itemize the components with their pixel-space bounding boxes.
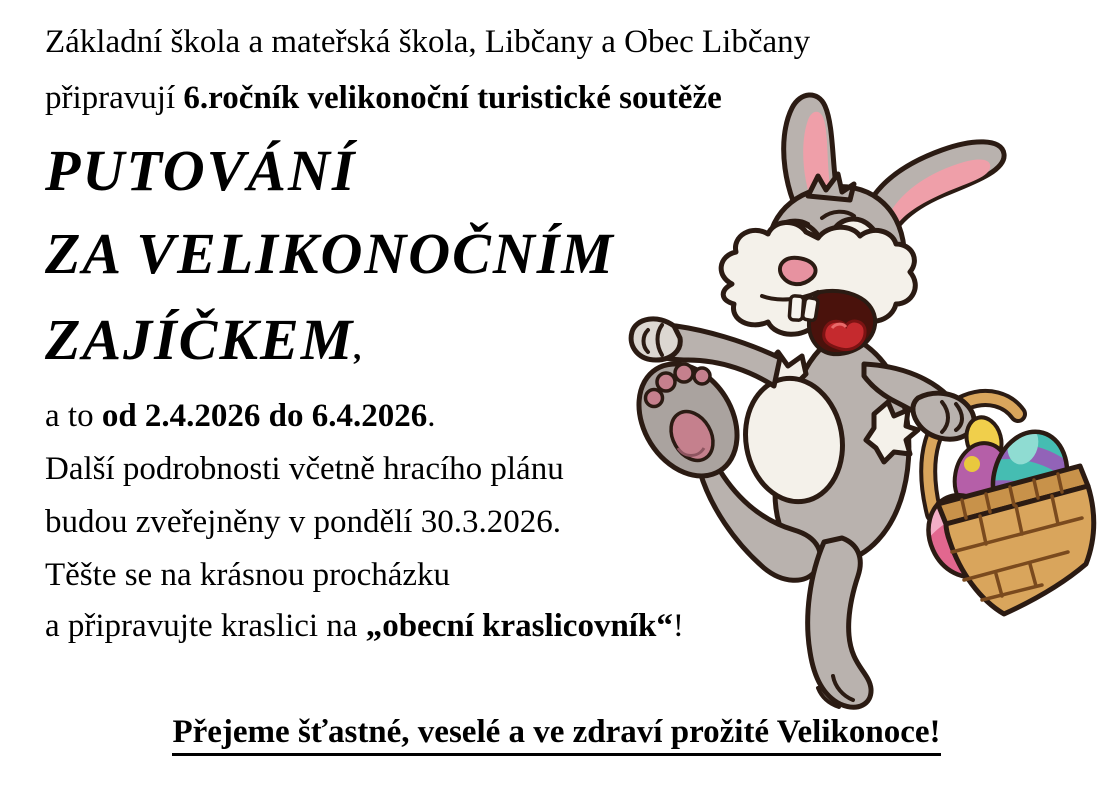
kraslice-prefix: a připravujte kraslici na xyxy=(45,608,366,644)
details-line-2: budou zveřejněny v pondělí 30.3.2026. xyxy=(45,504,561,540)
title-line-3 xyxy=(45,306,363,373)
dates-line xyxy=(45,398,436,435)
organizer-line: Základní škola a mateřská škola, Libčany a Obec Libčany xyxy=(45,24,811,60)
bunny-muzzle xyxy=(721,222,915,354)
title-comma: , xyxy=(354,331,363,367)
event-intro-prefix: připravují xyxy=(45,80,184,116)
title-line-3-text: ZAJÍČKEM xyxy=(45,307,355,372)
closing-wish-text: Přejeme šťastné, veselé a ve zdraví prožité Velikonoce! xyxy=(172,714,940,756)
dates-bold: od 2.4.2026 do 6.4.2026 xyxy=(101,398,428,434)
dates-prefix: a to xyxy=(45,398,102,434)
kraslicovnik-bold: „obecní kraslicovník“ xyxy=(365,608,673,644)
details-line-4 xyxy=(45,608,684,645)
details-line-3: Těšte se na krásnou procházku xyxy=(45,557,451,593)
bunny-standing-leg xyxy=(808,538,871,707)
title-line-1: PUTOVÁNÍ xyxy=(45,138,357,203)
easter-bunny-illustration xyxy=(612,68,1113,720)
details-line-1: Další podrobnosti včetně hracího plánu xyxy=(45,451,564,487)
dates-suffix: . xyxy=(427,398,436,434)
title-line-2: ZA VELIKONOČNÍM xyxy=(45,221,615,286)
kraslice-suffix: ! xyxy=(672,608,684,644)
event-intro-bold: 6.ročník velikonoční turistické soutěže xyxy=(183,80,722,116)
